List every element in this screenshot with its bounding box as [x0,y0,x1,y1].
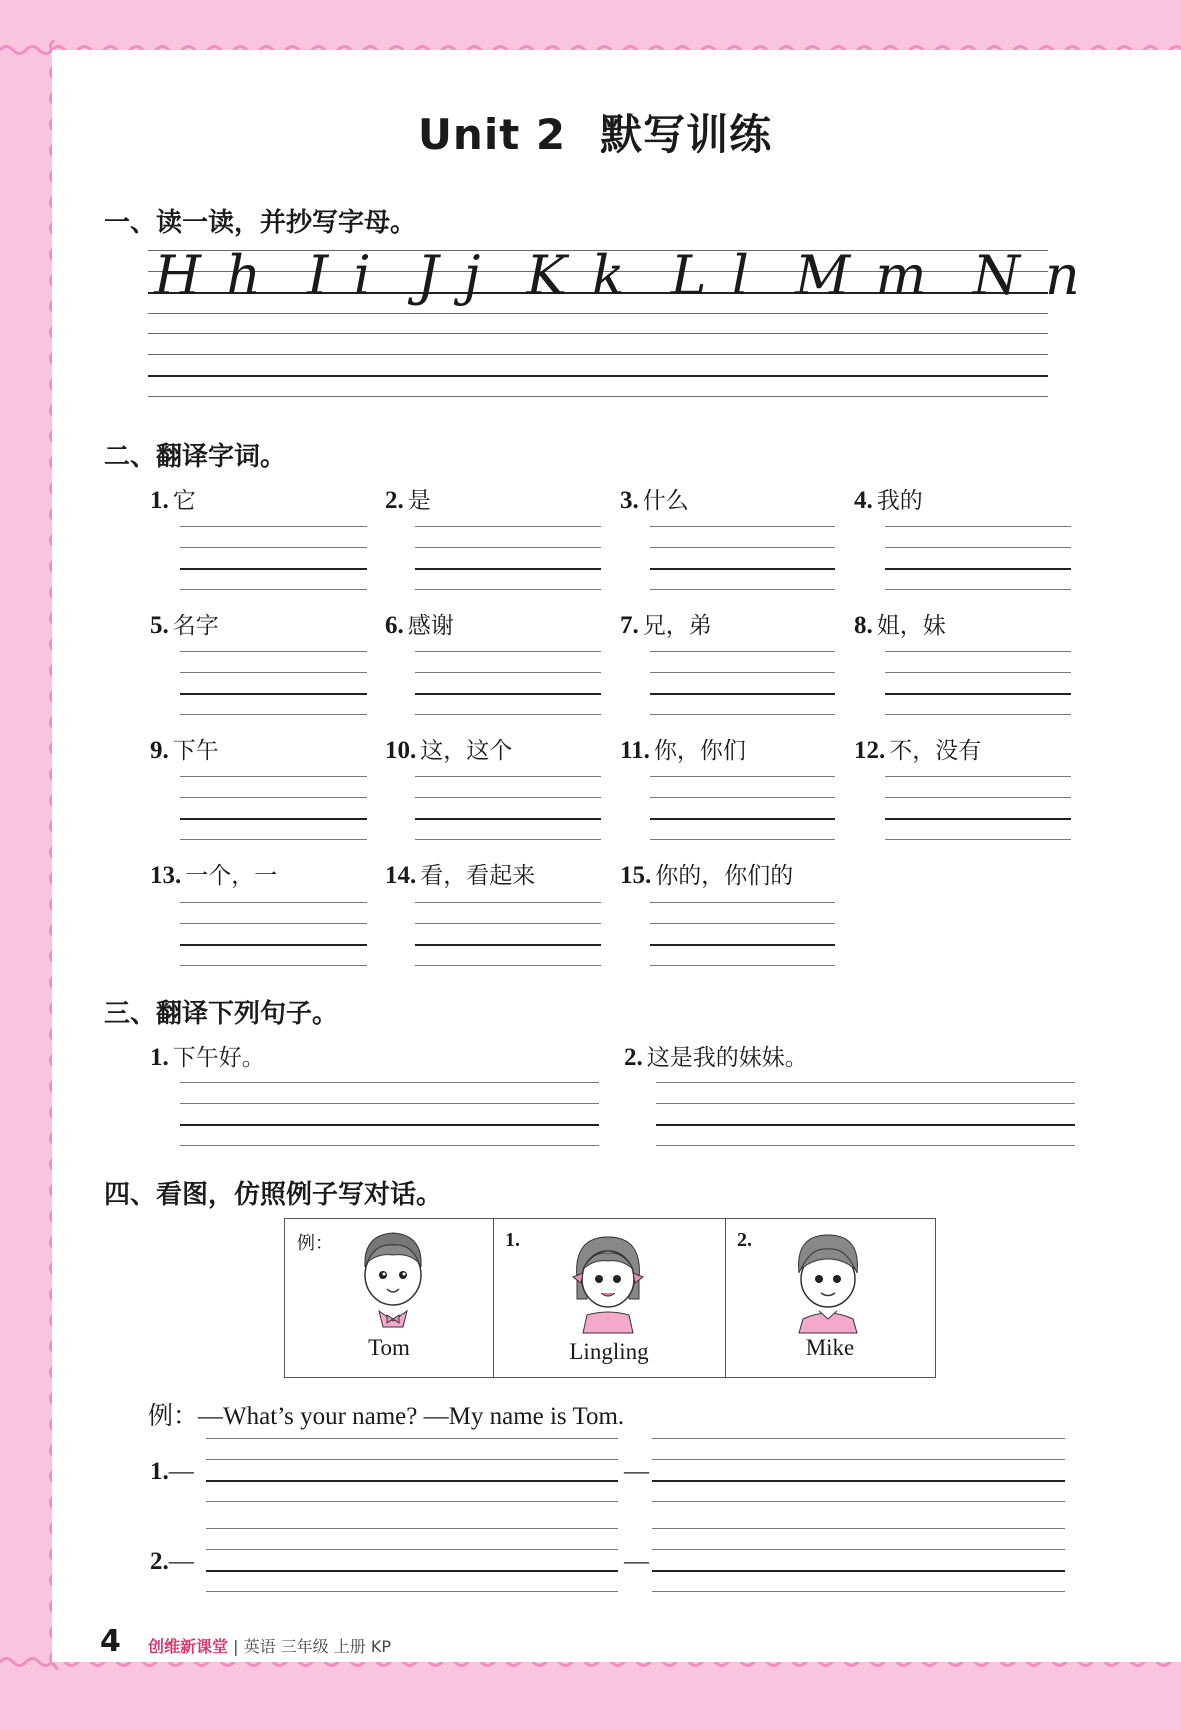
picture-cell-example: 例： Tom [285,1219,494,1377]
word-item-10: 10. 这，这个 [385,737,513,764]
letter-pair: K k [526,244,629,307]
picture-cell-2: 2. Mike [725,1219,935,1377]
letter-pair: J j [416,244,485,307]
dialog-answer-dash-1: — [624,1458,649,1485]
letter-pair: M m [794,244,931,307]
dialog-answer-lines[interactable] [652,1528,1065,1594]
picture-table [284,1218,936,1378]
word-item-9: 9. 下午 [150,737,219,764]
sentence-item-2: 2. 这是我的妹妹。 [624,1044,808,1071]
dialog-question-lines[interactable] [206,1528,618,1594]
answer-lines[interactable] [180,1082,599,1148]
answer-lines[interactable] [180,776,367,842]
answer-lines[interactable] [180,526,367,592]
letter-pair: I i [307,244,375,307]
word-item-1: 1. 它 [150,487,196,514]
answer-lines[interactable] [656,1082,1075,1148]
dialog-question-lines[interactable] [206,1438,618,1504]
answer-lines[interactable] [415,651,601,717]
boy-tom-illustration [353,1227,433,1337]
answer-lines[interactable] [415,776,601,842]
series-info: 创维新课堂 | 英语 三年级 上册 KP [148,1637,391,1656]
page-number: 4 [100,1624,121,1659]
alphabet-letters [154,244,1126,307]
answer-lines[interactable] [650,526,835,592]
section1-heading: 一、读一读，并抄写字母。 [104,208,417,238]
worksheet-page [52,50,1181,1662]
letter-pair: L l [670,244,753,307]
word-item-15: 15. 你的，你们的 [620,862,794,889]
sentence-item-1: 1. 下午好。 [150,1044,265,1071]
dialog-item-2: 2.— [150,1548,194,1575]
dialog-item-1: 1.— [150,1458,194,1485]
brand-name: 创维新课堂 [148,1637,229,1656]
word-item-11: 11. 你，你们 [620,737,746,764]
dialog-answer-dash-2: — [624,1548,649,1575]
word-item-2: 2. 是 [385,487,431,514]
word-item-7: 7. 兄，弟 [620,612,712,639]
book-info: 英语 三年级 上册 KP [243,1637,391,1656]
dialog-answer-lines[interactable] [652,1438,1065,1504]
word-item-6: 6. 感谢 [385,612,454,639]
letter-pair: H h [154,244,266,307]
boy-mike-illustration [783,1229,873,1339]
girl-lingling-illustration [563,1229,653,1339]
answer-lines[interactable] [180,651,367,717]
letter-pair: N n [972,244,1084,307]
word-item-5: 5. 名字 [150,612,219,639]
answer-lines[interactable] [885,776,1071,842]
word-item-12: 12. 不，没有 [854,737,982,764]
word-item-14: 14. 看，看起来 [385,862,536,889]
answer-lines[interactable] [650,902,835,968]
page-title: Unit 2 默写训练 [417,110,773,159]
example-dialog: 例：—What’s your name? —My name is Tom. [148,1403,625,1430]
answer-lines[interactable] [885,651,1071,717]
word-item-13: 13. 一个，一 [150,862,278,889]
answer-lines[interactable] [650,651,835,717]
word-item-4: 4. 我的 [854,487,923,514]
answer-lines[interactable] [415,902,601,968]
word-item-8: 8. 姐，妹 [854,612,946,639]
answer-lines[interactable] [415,526,601,592]
word-item-3: 3. 什么 [620,487,689,514]
section3-heading: 三、翻译下列句子。 [104,999,339,1029]
answer-lines[interactable] [885,526,1071,592]
picture-cell-1: 1. Lingling [493,1219,726,1377]
answer-lines[interactable] [180,902,367,968]
section2-heading: 二、翻译字词。 [104,442,287,472]
section4-heading: 四、看图，仿照例子写对话。 [104,1180,443,1210]
answer-lines[interactable] [650,776,835,842]
